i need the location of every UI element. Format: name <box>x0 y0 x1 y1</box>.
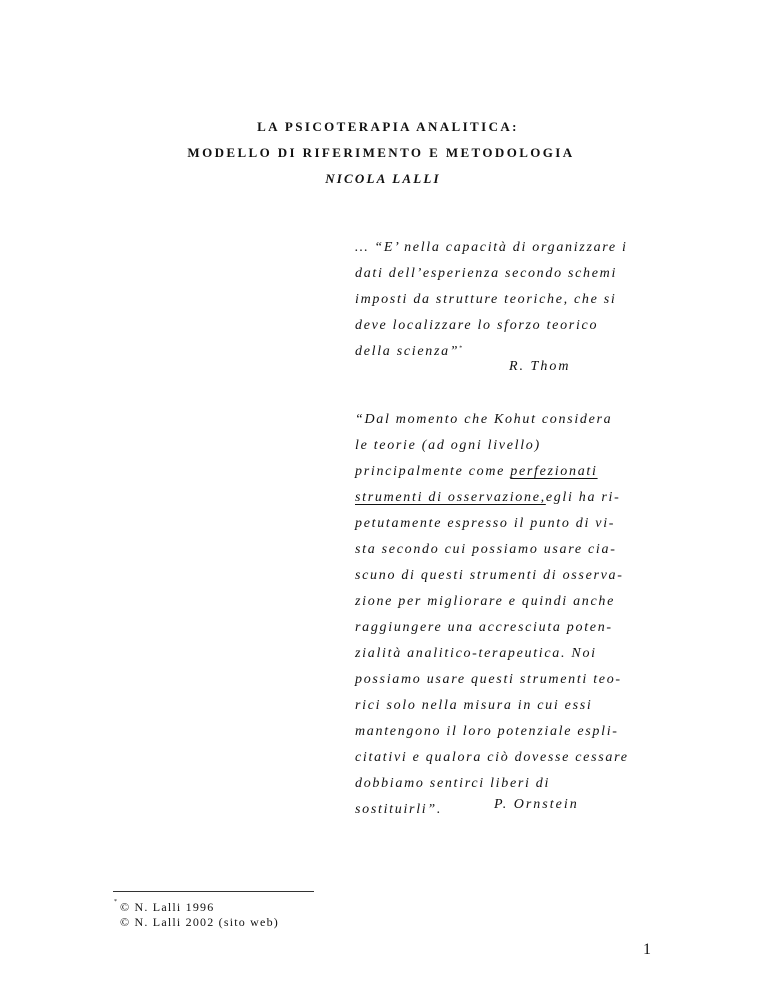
footnote-reference: * <box>459 345 463 352</box>
attribution-ornstein: P. Ornstein <box>494 797 579 812</box>
quote-line: zialità analitico-terapeutica. Noi <box>355 646 597 661</box>
quote-line: sta secondo cui possiamo usare cia- <box>355 542 617 557</box>
quote-line: petutamente espresso il punto di vi- <box>355 516 616 531</box>
quote-line: “Dal momento che Kohut considera <box>355 412 613 427</box>
quote-line: imposti da strutture teoriche, che si <box>355 292 617 307</box>
quote-line <box>355 344 462 360</box>
quote-text: della scienza” <box>355 344 460 359</box>
quote-line: rici solo nella misura in cui essi <box>355 698 593 713</box>
quote-line: … “E’ nella capacità di organizzare i <box>355 240 628 255</box>
quote-line <box>355 490 621 506</box>
quote-line: possiamo usare questi strumenti teo- <box>355 672 622 687</box>
underlined-text: strumenti di osservazione, <box>355 490 546 505</box>
quote-line: le teorie (ad ogni livello) <box>355 438 541 453</box>
underlined-text: perfezionati <box>510 464 598 479</box>
title-line-1: LA PSICOTERAPIA ANALITICA: <box>257 119 519 134</box>
quote-line: zione per migliorare e quindi anche <box>355 594 616 609</box>
quote-line: mantengono il loro potenziale espli- <box>355 724 619 739</box>
quote-text: principalmente come <box>355 464 511 479</box>
quote-line: raggiungere una accresciuta poten- <box>355 620 613 635</box>
quote-line: scuno di questi strumenti di osserva- <box>355 568 624 583</box>
quote-line: dati dell’esperienza secondo schemi <box>355 266 618 281</box>
quote-line: sostituirli”. <box>355 802 443 817</box>
quote-line: deve localizzare lo sforzo teorico <box>355 318 599 333</box>
page-number: 1 <box>643 941 651 958</box>
footnote-line-2: © N. Lalli 2002 (sito web) <box>120 915 279 929</box>
quote-line <box>355 464 598 480</box>
footnote-mark: * <box>114 899 117 905</box>
quote-text: egli ha ri- <box>545 490 621 505</box>
quote-line: dobbiamo sentirci liberi di <box>355 776 551 791</box>
footnote-rule <box>113 891 314 892</box>
footnote-line-1: © N. Lalli 1996 <box>120 900 215 914</box>
title-line-2: MODELLO DI RIFERIMENTO E METODOLOGIA <box>187 145 575 160</box>
author-name: NICOLA LALLI <box>325 171 441 186</box>
quote-line: citativi e qualora ciò dovesse cessare <box>355 750 629 765</box>
attribution-thom: R. Thom <box>509 359 571 374</box>
